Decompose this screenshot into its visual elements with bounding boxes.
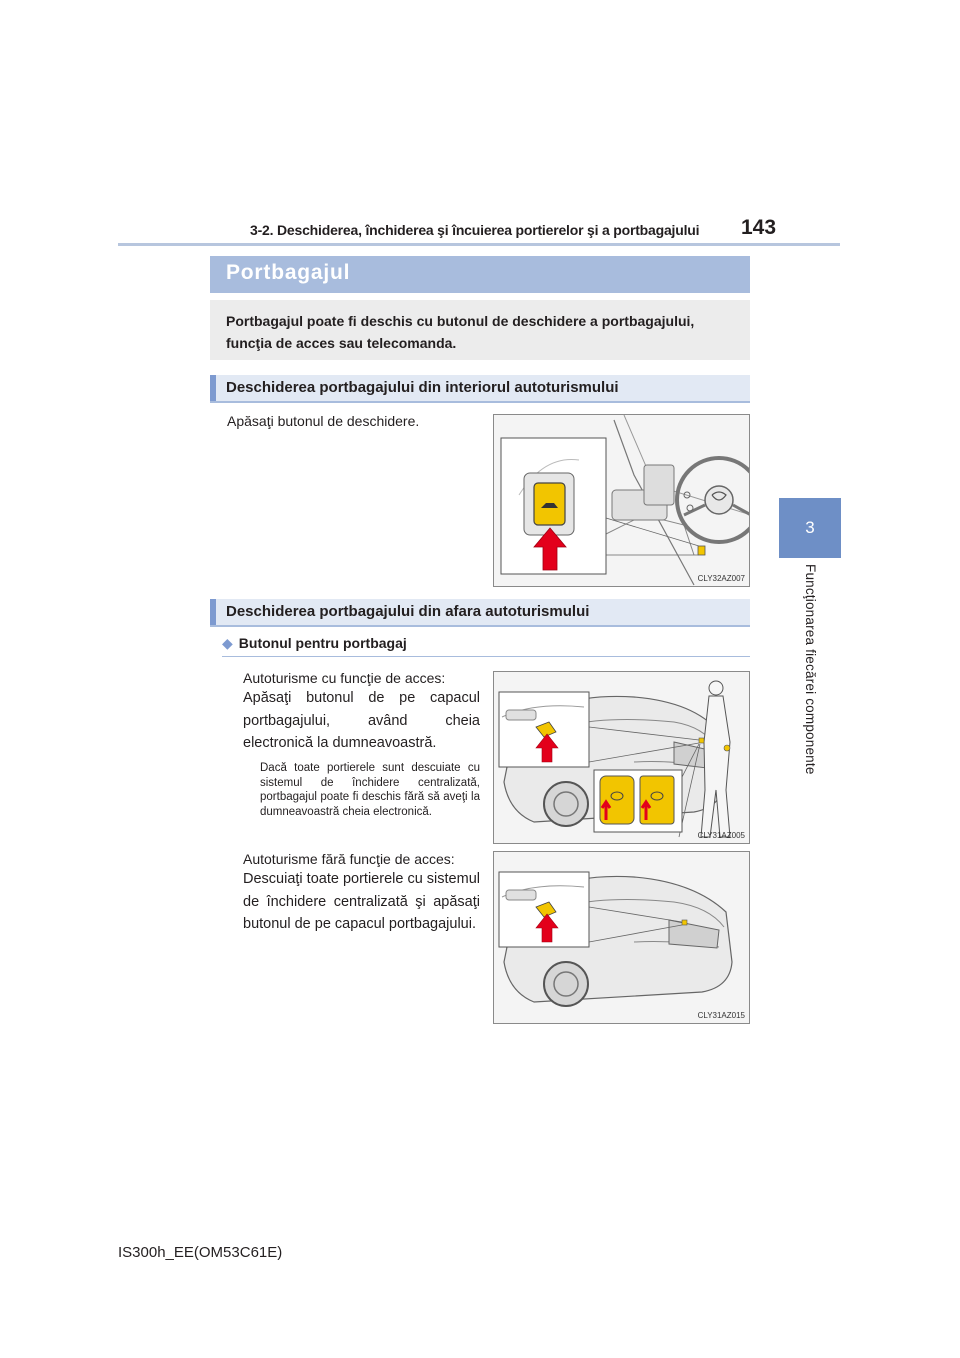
page-title: Portbagajul (226, 261, 351, 284)
section1-heading: Deschiderea portbagajului din interiorul autoturismului (210, 375, 750, 401)
note-text: Dacă toate portierele sunt descuiate cu sistemul de închidere centralizată, portbagajul poate fi deschis fără să aveţi la dumneavoastră cheia electronică. (260, 762, 480, 818)
page-number: 143 (741, 216, 777, 239)
subheading-text: Butonul pentru portbagaj (238, 635, 407, 651)
subheading-rule (222, 656, 750, 657)
para2-text: Descuiaţi toate portierele cu sistemul de închidere centralizată şi apăsaţi butonul de pe capacul portbagajului. (243, 871, 480, 932)
para1-text: Apăsaţi butonul de pe capacul portbagajului, având cheia electronică la dumneavoastră. (243, 690, 480, 751)
chapter-number: 3 (805, 518, 815, 537)
car-rear-illustration-2 (494, 852, 750, 1024)
exterior-no-access-figure (493, 851, 750, 1024)
interior-opener-illustration (494, 415, 750, 587)
para1-title: Autoturisme cu funcţie de acces: (243, 670, 446, 686)
section2-rule (210, 625, 750, 627)
figure-code: CLY31AZ015 (697, 1011, 745, 1020)
section-title: 3-2. Deschiderea, închiderea şi încuierea portierelor şi a portbagajului (250, 222, 700, 238)
figure-code: CLY31AZ005 (697, 831, 745, 840)
para2-title: Autoturisme fără funcţie de acces: (243, 851, 455, 867)
header-rule (118, 243, 840, 246)
trunk-button-subheading (222, 635, 407, 652)
section2-heading: Deschiderea portbagajului din afara autoturismului (210, 599, 750, 625)
footer-code: IS300h_EE(OM53C61E) (118, 1244, 283, 1261)
chapter-title: Funcţionarea fiecărei componente (803, 564, 818, 775)
intro-box: Portbagajul poate fi deschis cu butonul de deschidere a portbagajului, funcţia de acces sau telecomanda. (210, 300, 750, 360)
figure-code: CLY32AZ007 (697, 574, 745, 583)
exterior-access-figure (493, 671, 750, 844)
section1-text: Apăsaţi butonul de deschidere. (227, 413, 420, 429)
car-rear-illustration (494, 672, 750, 844)
interior-opener-figure (493, 414, 750, 587)
chapter-tab (779, 498, 841, 558)
page-title-bar (210, 256, 750, 293)
section1-rule (210, 401, 750, 403)
diamond-icon: ◆ (222, 635, 233, 651)
